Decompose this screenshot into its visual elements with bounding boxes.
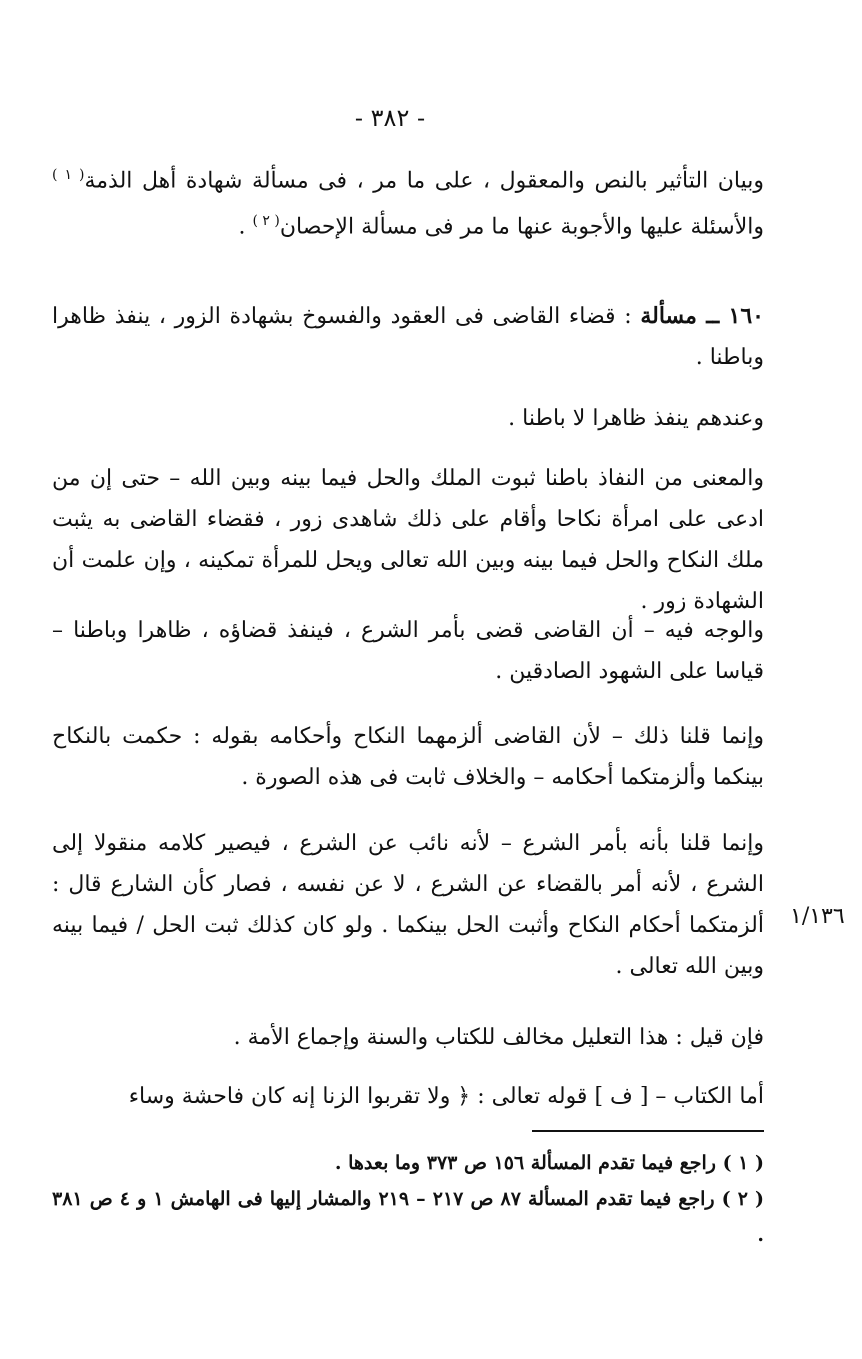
page-number: - ٣٨٢ - [354,104,426,132]
paragraph-2 [52,296,764,378]
footnote-ref-1[interactable]: ( ١ ) [52,167,85,183]
paragraph-4 [52,458,764,622]
issue-label: مسألة [640,303,697,329]
paragraph-5 [52,610,764,692]
paragraph-5-text: والوجه فيه – أن القاضى قضى بأمر الشرع ، فينفذ قضاؤه ، ظاهرا وباطنا – قياسا على الشهود الصادقين . [52,618,764,684]
paragraph-3 [52,398,764,439]
paragraph-9-text: أما الكتاب – [ ف ] قوله تعالى : ﴿ ولا تقربوا الزنا إنه كان فاحشة وساء [128,1084,764,1109]
paragraph-8 [52,1017,764,1058]
footnote-divider [532,1130,764,1132]
paragraph-1 [52,155,764,248]
paragraph-1-end: . [238,214,253,240]
paragraph-1-text-2: والأسئلة عليها والأجوبة عنها ما مر فى مسألة الإحصان [279,214,764,240]
paragraph-1-text: وبيان التأثير بالنص والمعقول ، على ما مر ، فى مسألة شهادة أهل الذمة [84,168,764,194]
paragraph-4-text: والمعنى من النفاذ باطنا ثبوت الملك والحل فيما بينه وبين الله – حتى إن من ادعى على امرأة نكاحا وأقام على ذلك شاهدى زور ، فقضاء القاضى به يثبت ملك النكاح والحل فيما بينه وبين الله تعالى ويحل للمرأة تمكينه ، وإن علمت أن الشهادة زور . [52,466,764,614]
paragraph-8-text: فإن قيل : هذا التعليل مخالف للكتاب والسنة وإجماع الأمة . [233,1025,764,1050]
issue-number: ١٦٠ ــ [696,303,764,329]
issue-text: : قضاء القاضى فى العقود والفسوخ بشهادة الزور ، ينفذ ظاهرا وباطنا . [52,304,764,370]
footnote-ref-2[interactable]: ( ٢ ) [252,213,280,230]
footnote-2: ( ٢ ) راجع فيما تقدم المسألة ٨٧ ص ٢١٧ – ٢١٩ والمشار إليها فى الهامش ١ و ٤ ص ٣٨١ . [52,1188,765,1246]
paragraph-9 [52,1076,764,1117]
paragraph-6 [52,716,764,798]
paragraph-7-text: وإنما قلنا بأنه بأمر الشرع – لأنه نائب عن الشرع ، فيصير كلامه منقولا إلى الشرع ، لأنه أمر بالقضاء عن الشرع ، لا عن نفسه ، فصار كأن الشارع قال : ألزمتكما أحكام النكاح وأثبت الحل بينكما . ولو كان كذلك ثبت الحل / فيما بينه وبين الله تعالى . [52,831,764,979]
footnotes [52,1145,764,1253]
margin-reference: ١/١٣٦ [790,904,845,929]
footnote-1: ( ١ ) راجع فيما تقدم المسألة ١٥٦ ص ٣٧٣ وما بعدها . [334,1152,764,1174]
paragraph-7 [52,823,764,987]
paragraph-6-text: وإنما قلنا ذلك – لأن القاضى ألزمهما النكاح وأحكامه بقوله : حكمت بالنكاح بينكما وألزمتكما أحكامه – والخلاف ثابت فى هذه الصورة . [52,724,764,790]
paragraph-3-text: وعندهم ينفذ ظاهرا لا باطنا . [508,406,764,431]
